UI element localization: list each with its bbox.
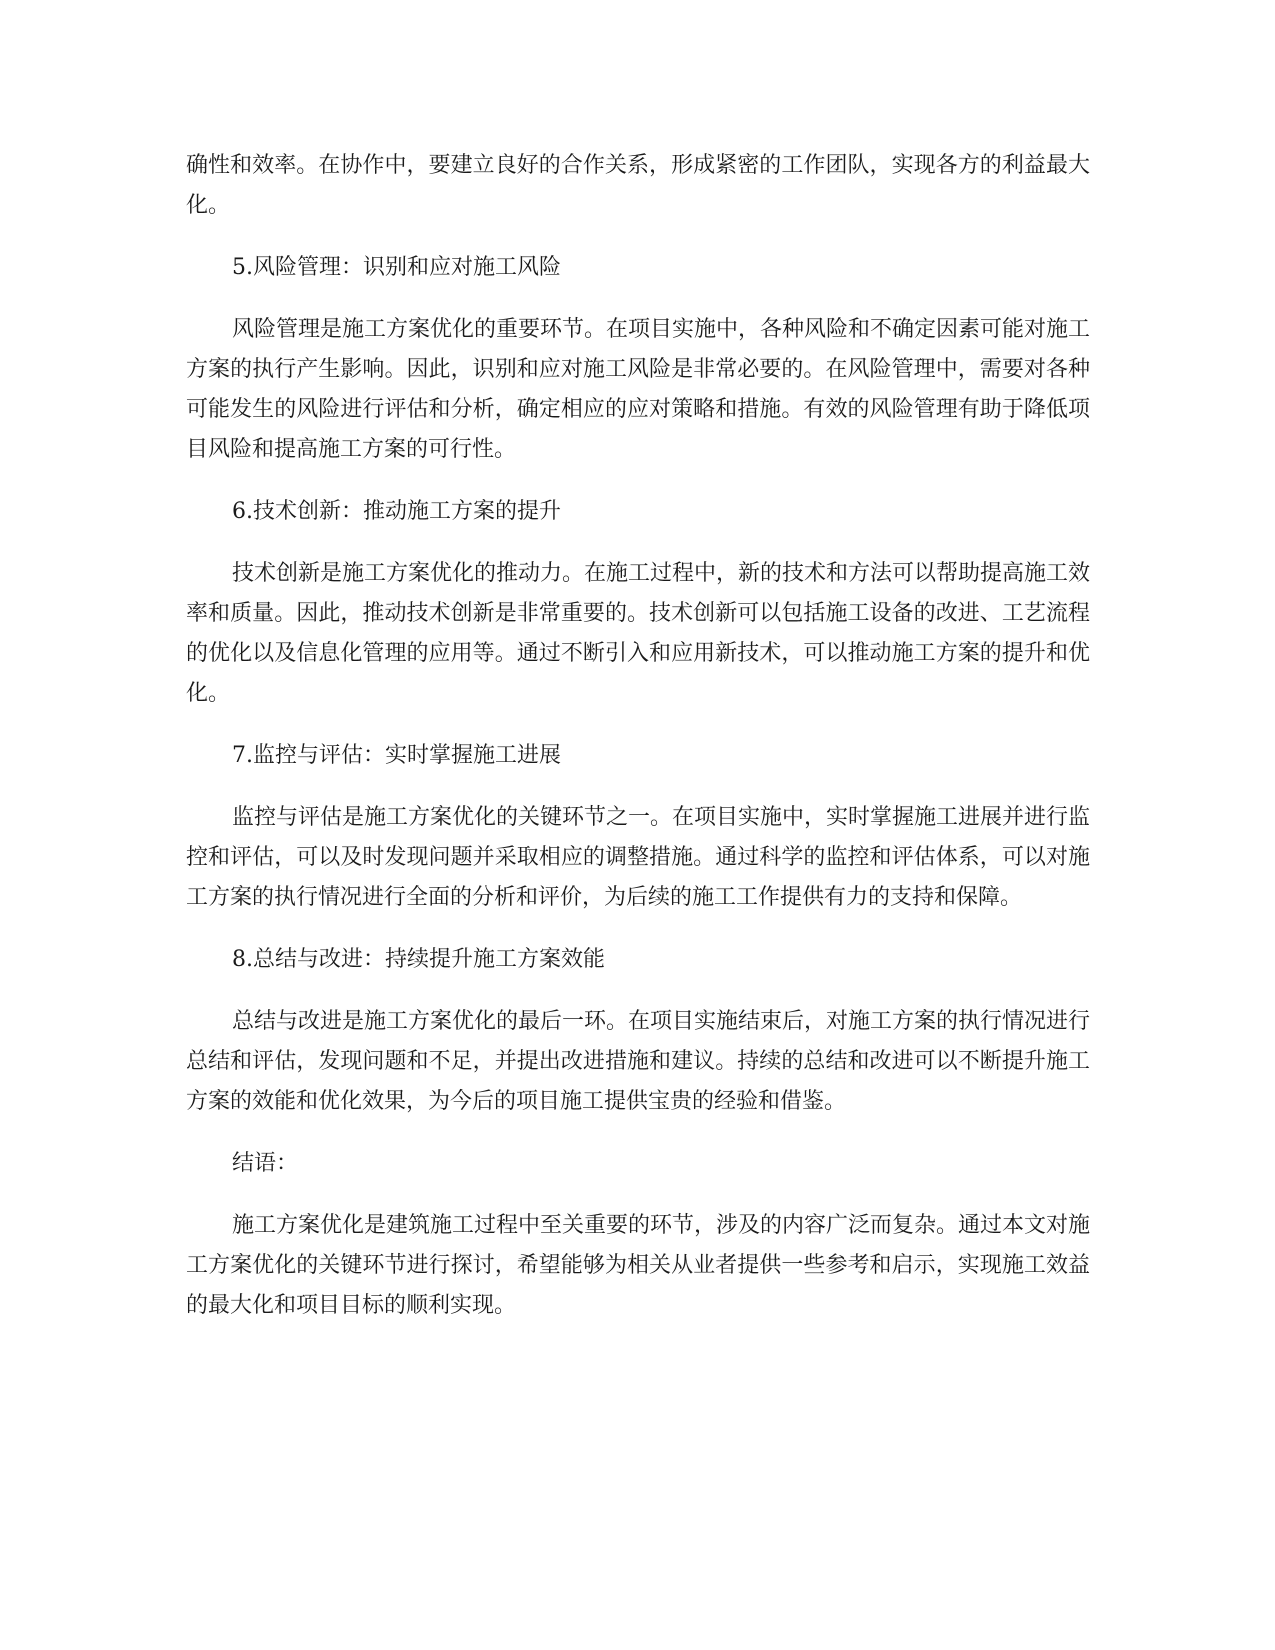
section-heading-summary: 8.总结与改进：持续提升施工方案效能 (232, 947, 605, 972)
paragraph-monitoring: 监控与评估是施工方案优化的关键环节之一。在项目实施中，实时掌握施工进展并进行监控和评估，可以及时发现问题并采取相应的调整措施。通过科学的监控和评估体系，可以对施工方案的执行情况进行全面的分析和评价，为后续的施工工作提供有力的支持和保障。 (186, 805, 1091, 910)
section-heading-conclusion: 结语： (232, 1151, 299, 1176)
document-body (186, 146, 1090, 1348)
paragraph-summary: 总结与改进是施工方案优化的最后一环。在项目实施结束后，对施工方案的执行情况进行总结和评估，发现问题和不足，并提出改进措施和建议。持续的总结和改进可以不断提升施工方案的效能和优化效果，为今后的项目施工提供宝贵的经验和借鉴。 (186, 1009, 1091, 1114)
paragraph-tech-innovation: 技术创新是施工方案优化的推动力。在施工过程中，新的技术和方法可以帮助提高施工效率和质量。因此，推动技术创新是非常重要的。技术创新可以包括施工设备的改进、工艺流程的优化以及信息化管理的应用等。通过不断引入和应用新技术，可以推动施工方案的提升和优化。 (186, 561, 1091, 706)
section-heading-monitoring: 7.监控与评估：实时掌握施工进展 (232, 743, 561, 768)
paragraph-continuation: 确性和效率。在协作中，要建立良好的合作关系，形成紧密的工作团队，实现各方的利益最大化。 (186, 153, 1090, 218)
section-heading-risk-management: 5.风险管理：识别和应对施工风险 (232, 255, 561, 280)
paragraph-risk-management: 风险管理是施工方案优化的重要环节。在项目实施中，各种风险和不确定因素可能对施工方案的执行产生影响。因此，识别和应对施工风险是非常必要的。在风险管理中，需要对各种可能发生的风险进行评估和分析，确定相应的应对策略和措施。有效的风险管理有助于降低项目风险和提高施工方案的可行性。 (186, 317, 1091, 462)
section-heading-tech-innovation: 6.技术创新：推动施工方案的提升 (232, 499, 561, 524)
paragraph-conclusion: 施工方案优化是建筑施工过程中至关重要的环节，涉及的内容广泛而复杂。通过本文对施工方案优化的关键环节进行探讨，希望能够为相关从业者提供一些参考和启示，实现施工效益的最大化和项目目标的顺利实现。 (186, 1213, 1091, 1318)
